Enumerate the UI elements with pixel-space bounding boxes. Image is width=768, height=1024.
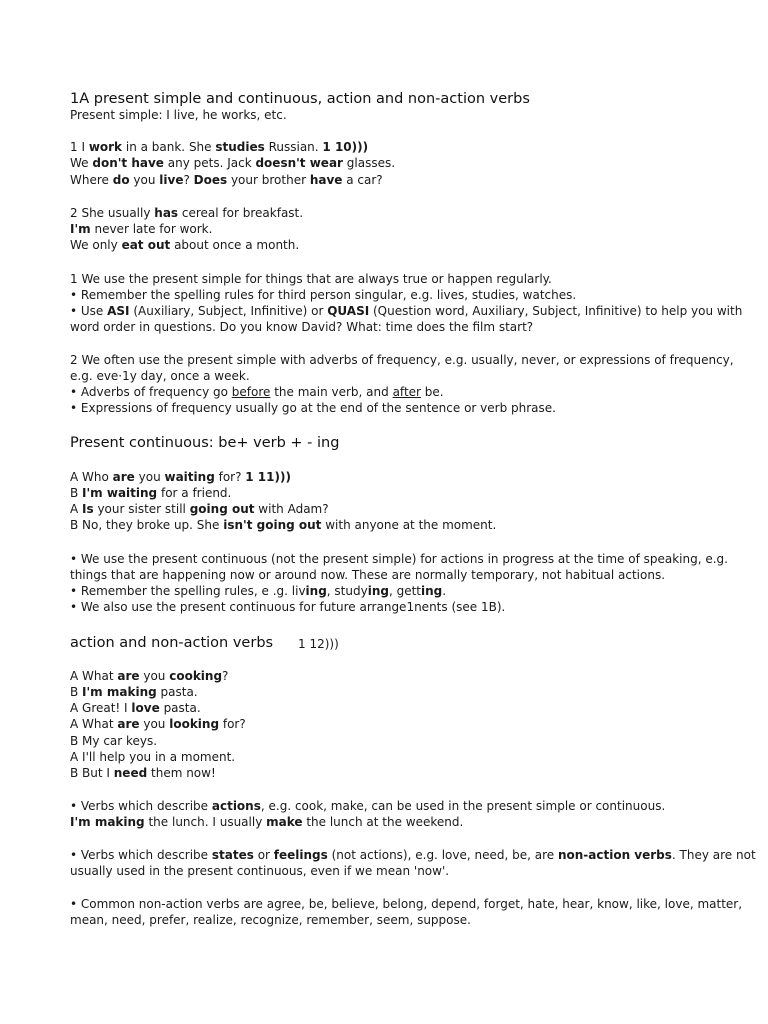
text-run: ?: [222, 669, 229, 683]
text-run: B My car keys.: [70, 734, 158, 748]
emphasis-text: Is: [82, 502, 94, 516]
rule-line: [70, 814, 463, 830]
text-run: e.g. eve·1y day, once a week.: [70, 369, 250, 383]
text-run: • Remember the spelling rules for third person singular, e.g. lives, studies, watches.: [70, 288, 577, 302]
emphasis-text: ing: [367, 584, 389, 598]
example-line: [70, 205, 303, 221]
emphasis-text: do: [112, 173, 130, 187]
text-run: any pets. Jack: [163, 156, 256, 170]
example-line: [70, 469, 291, 485]
text-run: you: [129, 173, 160, 187]
rule-line: [70, 567, 665, 583]
text-run: (not actions), e.g. love, need, be, are: [327, 848, 558, 862]
emphasis-text: love: [131, 701, 160, 715]
rule-line: [70, 368, 250, 384]
text-run: a car?: [342, 173, 383, 187]
text-run: with anyone at the moment.: [321, 518, 497, 532]
text-run: , e.g. cook, make, can be used in the present simple or continuous.: [260, 799, 666, 813]
text-run: A: [70, 502, 83, 516]
text-run: B No, they broke up. She: [70, 518, 224, 532]
section-title: 1A present simple and continuous, action and non-action verbs: [70, 91, 530, 107]
rule-line: [70, 912, 471, 928]
rule-line: [70, 551, 728, 567]
section-heading: action and non-action verbs: [70, 635, 274, 651]
rule-line: [70, 599, 505, 615]
text-run: A Who: [70, 470, 113, 484]
text-run: Russian.: [264, 140, 323, 154]
text-run: B: [70, 685, 83, 699]
example-line: [70, 765, 216, 781]
text-run: never late for work.: [90, 222, 213, 236]
text-run: • We use the present continuous (not the present simple) for actions in progress at the time of speaking, e.g.: [70, 552, 728, 566]
text-run: or: [253, 848, 274, 862]
text-run: mean, need, prefer, realize, recognize, remember, seem, suppose.: [70, 913, 471, 927]
emphasis-text: I'm making: [70, 815, 145, 829]
text-run: • Verbs which describe: [70, 799, 212, 813]
emphasis-text: states: [211, 848, 254, 862]
text-run: • Remember the spelling rules, e .g. liv: [70, 584, 306, 598]
section-subtitle: Present simple: I live, he works, etc.: [70, 108, 287, 122]
text-run: the lunch. I usually: [144, 815, 267, 829]
text-run: you: [134, 470, 165, 484]
text-run: (Auxiliary, Subject, Infinitive) or: [129, 304, 328, 318]
text-run: • Use: [70, 304, 108, 318]
example-line: [70, 485, 231, 501]
emphasis-text: Does: [193, 173, 228, 187]
emphasis-text: actions: [211, 799, 261, 813]
emphasis-text: ASI: [107, 304, 130, 318]
rule-line: [70, 319, 533, 335]
example-line: [70, 501, 329, 517]
text-run: pasta.: [159, 701, 201, 715]
example-line: [70, 716, 246, 732]
example-line: [70, 668, 228, 684]
rule-line: [70, 583, 446, 599]
example-line: [70, 517, 496, 533]
emphasis-text: eat out: [121, 238, 171, 252]
audio-track-label: 1 12))): [298, 637, 339, 651]
text-run: A Great! I: [70, 701, 132, 715]
emphasis-text: non-action verbs: [557, 848, 672, 862]
emphasis-text: cooking: [169, 669, 223, 683]
text-run: (Question word, Auxiliary, Subject, Infinitive) to help you with: [369, 304, 743, 318]
emphasis-text: QUASI: [327, 304, 370, 318]
example-line: [70, 684, 198, 700]
text-run: about once a month.: [170, 238, 300, 252]
example-line: [70, 733, 157, 749]
text-run: .: [442, 584, 447, 598]
example-line: [70, 172, 383, 188]
text-run: 1 We use the present simple for things that are always true or happen regularly.: [70, 272, 552, 286]
text-run: word order in questions. Do you know David? What: time does the film start?: [70, 320, 534, 334]
rule-line: [70, 352, 734, 368]
text-run: ?: [183, 173, 194, 187]
text-run: things that are happening now or around now. These are normally temporary, not habitual actions.: [70, 568, 666, 582]
text-run: • Verbs which describe: [70, 848, 212, 862]
section-heading: Present continuous: be+ verb + - ing: [70, 435, 340, 451]
text-run: . They are not: [671, 848, 756, 862]
emphasis-text: are: [112, 470, 135, 484]
emphasis-text: need: [113, 766, 148, 780]
rule-line: [70, 896, 742, 912]
emphasis-text: I'm: [70, 222, 91, 236]
text-run: with Adam?: [254, 502, 329, 516]
text-run: them now!: [147, 766, 216, 780]
emphasis-text: work: [88, 140, 123, 154]
emphasis-text: after: [392, 385, 421, 399]
text-run: • We also use the present continuous for future arrange1nents (see 1B).: [70, 600, 506, 614]
rule-line: [70, 271, 552, 287]
text-run: , gett: [388, 584, 422, 598]
text-run: • Common non-action verbs are agree, be, believe, belong, depend, forget, hate, hear, know, like, love, matter,: [70, 897, 743, 911]
text-run: you: [139, 717, 170, 731]
text-run: • Expressions of frequency usually go at the end of the sentence or verb phrase.: [70, 401, 556, 415]
emphasis-text: have: [309, 173, 343, 187]
example-line: [70, 237, 299, 253]
example-line: [70, 700, 201, 716]
emphasis-text: isn't going out: [223, 518, 322, 532]
emphasis-text: are: [117, 669, 140, 683]
text-run: be.: [420, 385, 444, 399]
emphasis-text: looking: [169, 717, 220, 731]
example-line: [70, 155, 395, 171]
text-run: • Adverbs of frequency go: [70, 385, 232, 399]
emphasis-text: 1 10))): [322, 140, 369, 154]
rule-line: [70, 303, 742, 319]
rule-line: [70, 863, 449, 879]
emphasis-text: don't have: [92, 156, 164, 170]
emphasis-text: studies: [215, 140, 265, 154]
text-run: B: [70, 486, 83, 500]
emphasis-text: make: [266, 815, 303, 829]
text-run: the main verb, and: [270, 385, 393, 399]
text-run: pasta.: [156, 685, 198, 699]
text-run: your brother: [227, 173, 310, 187]
emphasis-text: are: [117, 717, 140, 731]
rule-line: [70, 798, 665, 814]
text-run: for?: [214, 470, 246, 484]
emphasis-text: waiting: [164, 470, 215, 484]
text-run: 2 We often use the present simple with adverbs of frequency, e.g. usually, never, or expressions of frequency,: [70, 353, 734, 367]
emphasis-text: ing: [421, 584, 443, 598]
text-run: for a friend.: [157, 486, 232, 500]
emphasis-text: doesn't wear: [255, 156, 343, 170]
text-run: , study: [326, 584, 368, 598]
text-run: glasses.: [342, 156, 396, 170]
text-run: you: [139, 669, 170, 683]
emphasis-text: 1 11))): [245, 470, 291, 484]
text-run: We only: [70, 238, 122, 252]
text-run: A What: [70, 717, 118, 731]
text-run: the lunch at the weekend.: [302, 815, 464, 829]
text-run: B But I: [70, 766, 114, 780]
emphasis-text: ing: [305, 584, 327, 598]
rule-line: [70, 400, 556, 416]
emphasis-text: live: [159, 173, 184, 187]
emphasis-text: before: [231, 385, 271, 399]
text-run: cereal for breakfast.: [178, 206, 304, 220]
emphasis-text: has: [154, 206, 179, 220]
text-run: 1 I: [70, 140, 89, 154]
text-run: We: [70, 156, 93, 170]
example-line: [70, 139, 368, 155]
text-run: your sister still: [93, 502, 190, 516]
text-run: 2 She usually: [70, 206, 155, 220]
emphasis-text: I'm making: [82, 685, 157, 699]
text-run: in a bank. She: [122, 140, 216, 154]
rule-line: [70, 287, 576, 303]
text-run: Where: [70, 173, 113, 187]
example-line: [70, 221, 212, 237]
text-run: A I'll help you in a moment.: [70, 750, 236, 764]
text-run: for?: [219, 717, 246, 731]
example-line: [70, 749, 235, 765]
text-run: A What: [70, 669, 118, 683]
text-run: usually used in the present continuous, even if we mean 'now'.: [70, 864, 450, 878]
emphasis-text: going out: [189, 502, 255, 516]
rule-line: [70, 847, 756, 863]
rule-line: [70, 384, 444, 400]
emphasis-text: I'm waiting: [82, 486, 158, 500]
emphasis-text: feelings: [273, 848, 328, 862]
